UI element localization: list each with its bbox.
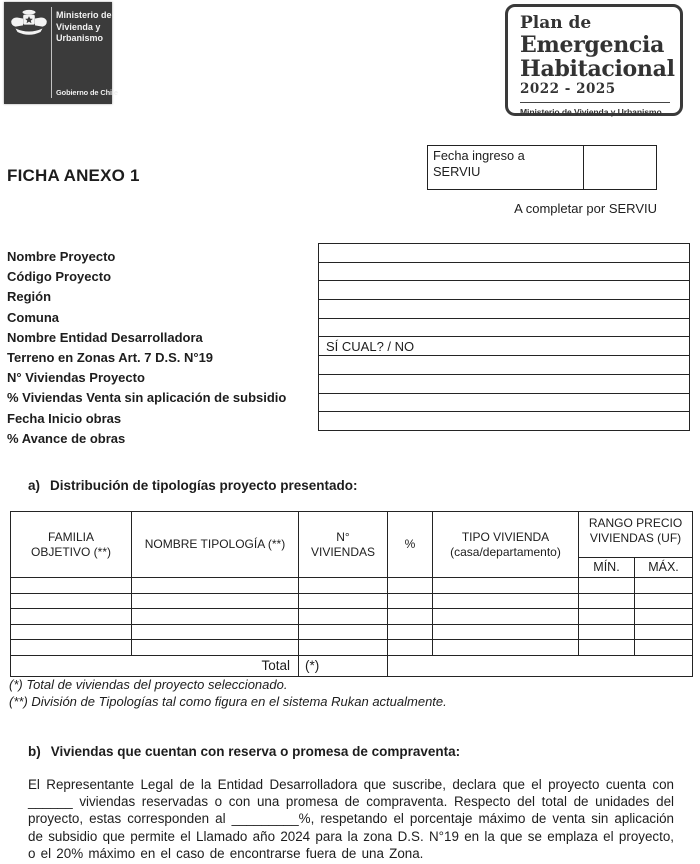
table-cell[interactable]	[388, 593, 433, 609]
section-a-title: Distribución de tipologías proyecto presentado:	[50, 478, 358, 493]
col-header-nombre-tipologia: NOMBRE TIPOLOGÍA (**)	[132, 512, 299, 578]
table-cell[interactable]	[635, 640, 693, 656]
col-header-porcentaje: %	[388, 512, 433, 578]
table-cell[interactable]	[579, 624, 635, 640]
section-a-marker: a)	[28, 478, 41, 493]
table-cell[interactable]	[579, 593, 635, 609]
total-label: Total	[11, 655, 299, 676]
col-subheader-min: MÍN.	[579, 558, 635, 578]
typology-table	[10, 511, 693, 677]
table-cell[interactable]	[433, 593, 579, 609]
logo-ministry-text: Ministerio de Vivienda y Urbanismo	[56, 10, 112, 43]
form-labels	[7, 247, 286, 449]
table-cell[interactable]	[388, 640, 433, 656]
field-region[interactable]	[318, 280, 690, 300]
table-cell[interactable]	[11, 609, 132, 625]
table-cell[interactable]	[11, 624, 132, 640]
badge-footer: Ministerio de Vivienda y Urbanismo	[520, 107, 662, 117]
field-label-terreno-zonas: Terreno en Zonas Art. 7 D.S. N°19	[7, 349, 214, 365]
table-cell[interactable]	[635, 578, 693, 594]
ministry-logo	[4, 2, 118, 104]
table-cell[interactable]	[11, 578, 132, 594]
fecha-ingreso-value-field[interactable]	[584, 146, 656, 189]
field-pct-venta-sin-subsidio[interactable]	[318, 374, 690, 394]
field-pct-avance-obras[interactable]	[318, 411, 690, 431]
badge-years: 2022 - 2025	[520, 81, 616, 97]
section-b-title: Viviendas que cuentan con reserva o promesa de compraventa:	[50, 744, 461, 759]
table-cell[interactable]	[132, 578, 299, 594]
field-entidad-desarrolladora[interactable]	[318, 318, 690, 338]
field-label-num-viviendas: N° Viviendas Proyecto	[7, 370, 145, 386]
table-cell[interactable]	[299, 624, 388, 640]
table-row	[11, 578, 693, 594]
table-cell[interactable]	[433, 624, 579, 640]
field-label-nombre-proyecto: Nombre Proyecto	[7, 249, 116, 264]
table-total-row	[11, 655, 693, 676]
table-cell[interactable]	[132, 640, 299, 656]
col-header-rango-precio: RANGO PRECIO VIVIENDAS (UF)	[579, 512, 693, 558]
table-cell[interactable]	[635, 593, 693, 609]
total-value-cell[interactable]	[388, 655, 693, 676]
field-label-pct-avance-obras: % Avance de obras	[7, 430, 126, 446]
page-title: FICHA ANEXO 1	[7, 166, 140, 185]
badge-divider	[520, 102, 670, 103]
serviu-note: A completar por SERVIU	[514, 201, 657, 216]
table-cell[interactable]	[299, 593, 388, 609]
table-cell[interactable]	[433, 578, 579, 594]
logo-divider	[51, 7, 52, 98]
fecha-ingreso-box	[427, 145, 657, 190]
field-fecha-inicio-obras[interactable]	[318, 393, 690, 413]
col-subheader-max: MÁX.	[635, 558, 693, 578]
table-row	[11, 624, 693, 640]
table-row	[11, 640, 693, 656]
field-label-comuna: Comuna	[7, 309, 59, 325]
field-label-fecha-inicio-obras: Fecha Inicio obras	[7, 410, 122, 426]
badge-line3: Habitacional	[520, 56, 675, 82]
footnote-tipologias: (**) División de Tipologías tal como figura en el sistema Rukan actualmente.	[9, 693, 447, 709]
table-cell[interactable]	[388, 609, 433, 625]
table-cell[interactable]	[132, 609, 299, 625]
table-row	[11, 593, 693, 609]
field-label-codigo-proyecto: Código Proyecto	[7, 269, 112, 285]
section-a-heading	[28, 478, 358, 493]
table-cell[interactable]	[132, 624, 299, 640]
table-cell[interactable]	[388, 624, 433, 640]
field-terreno-zonas[interactable]: SÍ CUAL? / NO	[318, 336, 690, 356]
section-b-heading	[28, 744, 460, 759]
table-cell[interactable]	[388, 578, 433, 594]
col-header-num-viviendas: N° VIVIENDAS	[299, 512, 388, 578]
badge-line2: Emergencia	[520, 32, 665, 58]
form-input-stack	[318, 243, 690, 431]
table-cell[interactable]	[579, 640, 635, 656]
table-cell[interactable]	[433, 640, 579, 656]
field-label-region: Región	[7, 289, 52, 305]
table-cell[interactable]	[299, 578, 388, 594]
plan-emergencia-badge	[505, 4, 683, 116]
total-marker: (*)	[299, 655, 388, 676]
table-cell[interactable]	[433, 609, 579, 625]
badge-line1: Plan de	[520, 13, 592, 33]
field-label-entidad-desarrolladora: Nombre Entidad Desarrolladora	[7, 329, 203, 345]
fecha-ingreso-label: Fecha ingreso a SERVIU	[428, 146, 584, 189]
logo-government-text: Gobierno de Chile	[56, 88, 118, 97]
table-cell[interactable]	[11, 640, 132, 656]
table-cell[interactable]	[579, 609, 635, 625]
section-b-marker: b)	[28, 744, 41, 759]
field-nombre-proyecto[interactable]	[318, 243, 690, 263]
table-cell[interactable]	[132, 593, 299, 609]
table-cell[interactable]	[635, 609, 693, 625]
footnote-total: (*) Total de viviendas del proyecto seleccionado.	[9, 677, 288, 692]
col-header-tipo-vivienda: TIPO VIVIENDA (casa/departamento)	[433, 512, 579, 578]
table-cell[interactable]	[299, 609, 388, 625]
field-num-viviendas[interactable]	[318, 355, 690, 375]
table-cell[interactable]	[579, 578, 635, 594]
table-cell[interactable]	[11, 593, 132, 609]
declaration-paragraph: El Representante Legal de la Entidad Desarrolladora que suscribe, declara que el proyecto cuenta con ______ viviendas reservadas o con una promesa de compraventa. Respecto del total de unidades del proyecto, estas corresponden al _________%, respetando el porcentaje máximo de venta sin aplicación de subsidio que permite el Llamado año 2024 para la zona D.S. N°19 en la que se emplaza el proyecto, o el 20% máximo en el caso de encontrarse fuera de una Zona.	[28, 777, 674, 861]
table-footnotes	[9, 677, 447, 710]
field-label-pct-venta-sin-subsidio: % Viviendas Venta sin aplicación de subsidio	[7, 390, 287, 406]
field-comuna[interactable]	[318, 299, 690, 319]
table-cell[interactable]	[635, 624, 693, 640]
col-header-familia-objetivo: FAMILIA OBJETIVO (**)	[11, 512, 132, 578]
chile-coat-of-arms-icon	[9, 8, 49, 45]
table-row	[11, 609, 693, 625]
field-codigo-proyecto[interactable]	[318, 262, 690, 282]
table-cell[interactable]	[299, 640, 388, 656]
